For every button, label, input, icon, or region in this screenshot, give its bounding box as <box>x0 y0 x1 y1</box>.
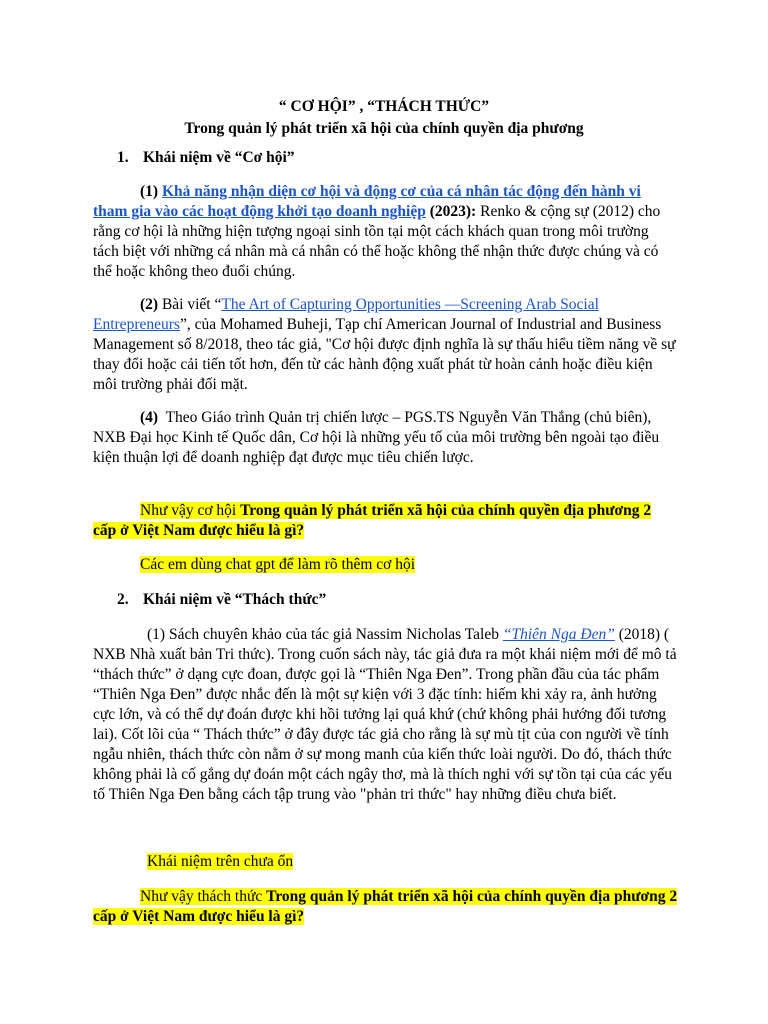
note-1: Các em dùng chat gpt để làm rõ thêm cơ hội <box>140 556 416 573</box>
note-2: Khái niệm trên chưa ổn <box>147 853 294 870</box>
section-1-paragraph-2 <box>93 295 678 395</box>
p1-link[interactable]: Khả năng nhận diện cơ hội và động cơ của cá nhân tác động đến hành vi tham gia vào các hoạt động khởi tạo doanh nghiệp <box>93 183 641 220</box>
p2-prefix: Bài viết “ <box>161 296 222 313</box>
p1-text: Renko & cộng sự (2012) cho rằng cơ hội là những hiện tượng ngoại sinh tồn tại một cách khách quan trong môi trường tách biệt với những cá nhân mà cá nhân có thể hoặc không thể nhận thức được chúng và có thể hoặc không theo đuổi chúng. <box>93 203 661 280</box>
q1-bold: Trong quản lý phát triển xã hội của chính quyền địa phương 2 cấp ở Việt Nam được hiểu là gì? <box>93 502 652 539</box>
document-title: “ CƠ HỘI” , “THÁCH THỨC” <box>278 98 490 115</box>
s2-p1-prefix: (1) Sách chuyên khảo của tác giả Nassim Nicholas Taleb <box>147 626 503 643</box>
document-subtitle: Trong quản lý phát triển xã hội của chính quyền địa phương <box>184 120 584 137</box>
p2-link[interactable]: The Art of Capturing Opportunities —Screening Arab Social Entrepreneurs <box>93 296 599 333</box>
section-1-heading <box>117 148 677 168</box>
section-2-heading <box>117 590 677 610</box>
section-2-number: 2. <box>117 591 129 608</box>
section-2-question <box>93 887 678 927</box>
p1-year: (2023): <box>429 203 477 220</box>
section-1-number: 1. <box>117 149 129 166</box>
section-1-paragraph-1 <box>93 182 678 282</box>
q1-prefix: Như vậy cơ hội <box>140 502 241 519</box>
q2-prefix: Như vậy thách thức <box>140 888 267 905</box>
section-1-note <box>93 555 678 575</box>
p3-text: Theo Giáo trình Quản trị chiến lược – PGS.TS Nguyễn Văn Thắng (chủ biên), NXB Đại học Kinh tế Quốc dân, Cơ hội là những yếu tố của môi trường bên ngoài tạo điều kiện thuận lợi để doanh nghiệp đạt được mục tiêu chiến lược. <box>93 409 660 466</box>
title-block <box>0 96 768 140</box>
section-1-question <box>93 501 678 541</box>
section-2-paragraph-1 <box>93 625 678 805</box>
q2-bold: Trong quản lý phát triển xã hội của chính quyền địa phương 2 cấp ở Việt Nam được hiểu là gì? <box>93 888 678 925</box>
s2-p1-text: (2018) ( NXB Nhà xuất bản Tri thức). Trong cuốn sách này, tác giả đưa ra một khái niệm mới để mô tả “thách thức” ở dạng cực đoan, được gọi là “Thiên Nga Đen”. Trong phần đầu của tác phẩm “Thiên Nga Đen” được nhắc đến là một sự kiện với 3 đặc tính: hiếm khi xảy ra, ảnh hưởng cực lớn, và có thể dự đoán được khi hồi tưởng lại quá khứ (chứ không phải hướng đối tương lai). Cốt lõi của “ Thách thức” ở đây được tác giả cho rằng là sự mù tịt của con người về tính ngẫu nhiên, thách thức còn nằm ở sự mong manh của kiến thức loài người. Do đó, thách thức không phải là cố gắng dự đoán một cách ngây thơ, mà là thích nghi với sự tồn tại của các yếu tố Thiên Nga Đen bằng cách tập trung vào "phản tri thức" hay những điều chưa biết. <box>93 626 677 803</box>
p2-marker: (2) <box>140 296 159 313</box>
section-1-title: Khái niệm về “Cơ hội” <box>143 149 295 166</box>
s2-p1-link[interactable]: “Thiên Nga Đen” <box>502 626 615 643</box>
p3-marker: (4) <box>140 409 159 426</box>
section-1-paragraph-3 <box>93 408 678 468</box>
section-2-note <box>93 852 678 872</box>
section-2-title: Khái niệm về “Thách thức” <box>143 591 327 608</box>
p2-text: ”, của Mohamed Buheji, Tạp chí American Journal of Industrial and Business Management số 8/2018, theo tác giả, "Cơ hội được định nghĩa là sự thấu hiểu tiềm năng về sự thay đổi hoặc cải tiến tốt hơn, đến từ các hành động xuất phát từ hoàn cảnh hoặc điều kiện môi trường phải đối mặt. <box>93 316 676 393</box>
p1-marker: (1) <box>140 183 159 200</box>
